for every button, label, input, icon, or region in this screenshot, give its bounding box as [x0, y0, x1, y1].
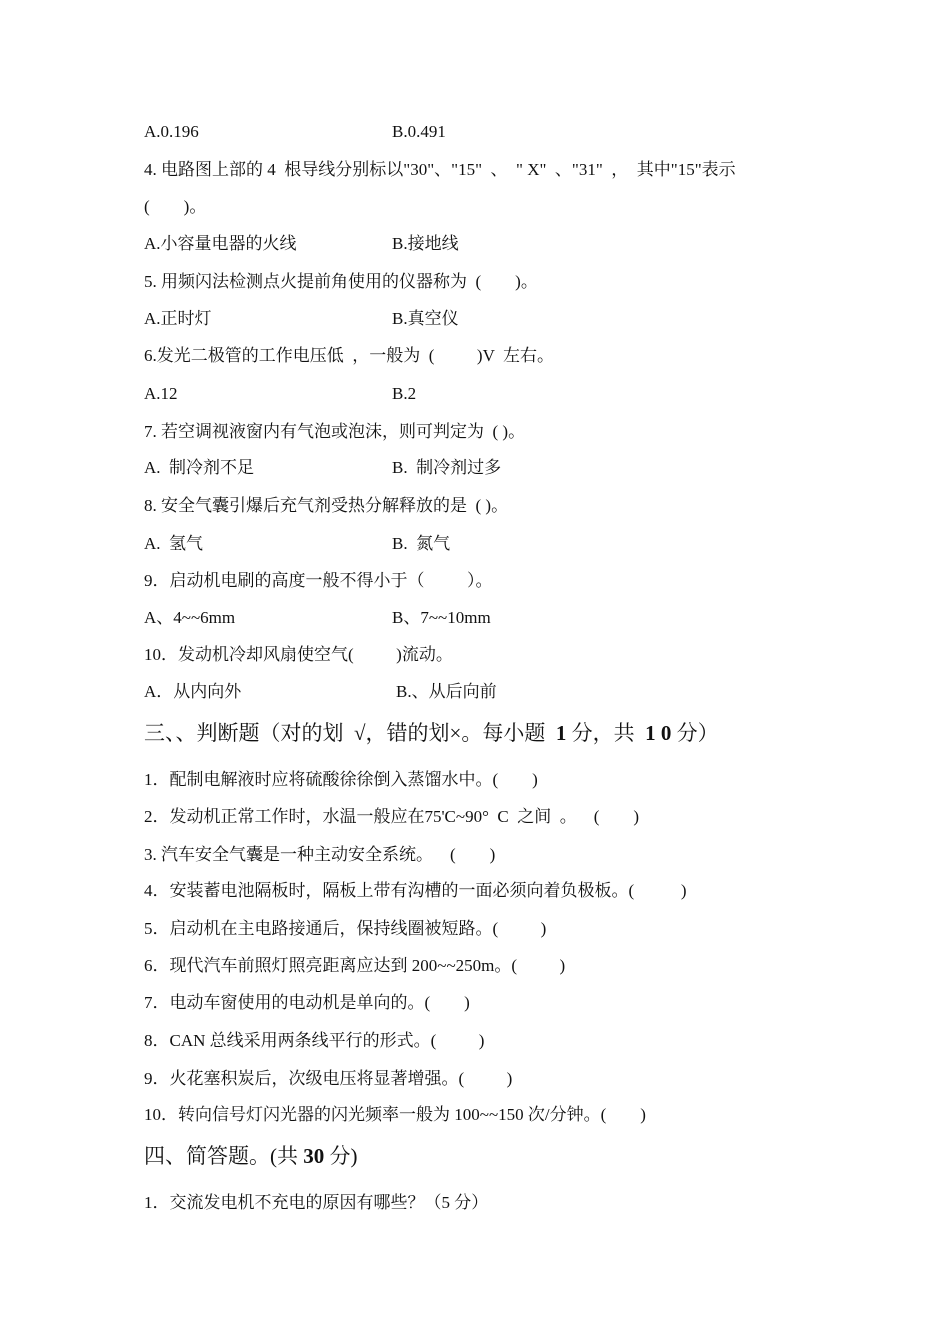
- q4-option-a: A.小容量电器的火线: [144, 234, 297, 253]
- section3-heading: [144, 719, 719, 747]
- q7-option-a: A. 制冷剂不足: [144, 458, 255, 477]
- q10-option-a: A．从内向外: [144, 682, 242, 701]
- section3-title-mid: 分，共: [566, 721, 646, 745]
- q9-option-a: A、4~~6mm: [144, 608, 236, 627]
- section4-total: 30: [303, 1144, 325, 1168]
- section3-total: 1 0: [645, 721, 672, 745]
- q6-text: 6.发光二极管的工作电压低 ，一般为 ( )V 左右。: [144, 346, 555, 365]
- section3-title-post: 分）: [671, 721, 719, 745]
- q10-option-b: B.、从后向前: [396, 682, 497, 701]
- q6-option-b: B.2: [392, 384, 417, 403]
- tf-item-9: 9．火花塞积炭后，次级电压将显著增强。( ): [144, 1069, 513, 1088]
- section3-score: 1: [555, 721, 567, 745]
- tf-item-7: 7．电动车窗使用的电动机是单向的。( ): [144, 993, 470, 1012]
- q5-option-a: A.正时灯: [144, 309, 212, 328]
- q7-option-b: B. 制冷剂过多: [392, 458, 502, 477]
- q6-option-a: A.12: [144, 384, 178, 403]
- section4-title-pre: 四、简答题。(共: [144, 1144, 304, 1168]
- tf-item-1: 1．配制电解液时应将硫酸徐徐倒入蒸馏水中。( ): [144, 770, 538, 789]
- tf-item-6: 6．现代汽车前照灯照亮距离应达到 200~~250m。( ): [144, 956, 566, 975]
- q10-text: 10．发动机冷却风扇使空气( )流动。: [144, 645, 453, 664]
- q8-text: 8. 安全气囊引爆后充气剂受热分解释放的是 ( )。: [144, 496, 509, 515]
- q4-option-b: B.接地线: [392, 234, 459, 253]
- section4-heading: [144, 1142, 358, 1170]
- q7-text: 7. 若空调视液窗内有气泡或泡沫，则可判定为 ( )。: [144, 422, 526, 441]
- tf-item-5: 5．启动机在主电路接通后，保持线圈被短路。( ): [144, 919, 547, 938]
- section3-title-pre: 三、、判断题（对的划 √，错的划×。每小题: [144, 721, 556, 745]
- q4-paren: ( )。: [144, 197, 207, 216]
- tf-item-2: 2．发动机正常工作时，水温一般应在75'C~90° C 之间 。 ( ): [144, 807, 640, 826]
- q8-option-a: A. 氢气: [144, 534, 204, 553]
- tf-item-4: 4．安装蓄电池隔板时，隔板上带有沟槽的一面必须向着负极板。( ): [144, 881, 687, 900]
- tf-item-3: 3. 汽车安全气囊是一种主动安全系统。 ( ): [144, 845, 496, 864]
- q3-option-b: B.0.491: [392, 122, 446, 141]
- tf-item-10: 10．转向信号灯闪光器的闪光频率一般为 100~~150 次/分钟。( ): [144, 1105, 646, 1124]
- q4-text: 4. 电路图上部的 4 根导线分别标以"30"、"15" 、 " X" 、"31" ， 其中"15"表示: [144, 160, 736, 179]
- section4-title-post: 分): [324, 1144, 358, 1168]
- q8-option-b: B. 氮气: [392, 534, 451, 553]
- q5-text: 5. 用频闪法检测点火提前角使用的仪器称为 ( )。: [144, 272, 538, 291]
- q5-option-b: B.真空仪: [392, 309, 459, 328]
- q9-text: 9．启动机电刷的高度一般不得小于（ ）。: [144, 571, 493, 590]
- q9-option-b: B、7~~10mm: [392, 608, 491, 627]
- tf-item-8: 8．CAN 总线采用两条线平行的形式。( ): [144, 1031, 485, 1050]
- short-answer-q1: 1．交流发电机不充电的原因有哪些？（5 分）: [144, 1193, 489, 1212]
- q3-option-a: A.0.196: [144, 122, 199, 141]
